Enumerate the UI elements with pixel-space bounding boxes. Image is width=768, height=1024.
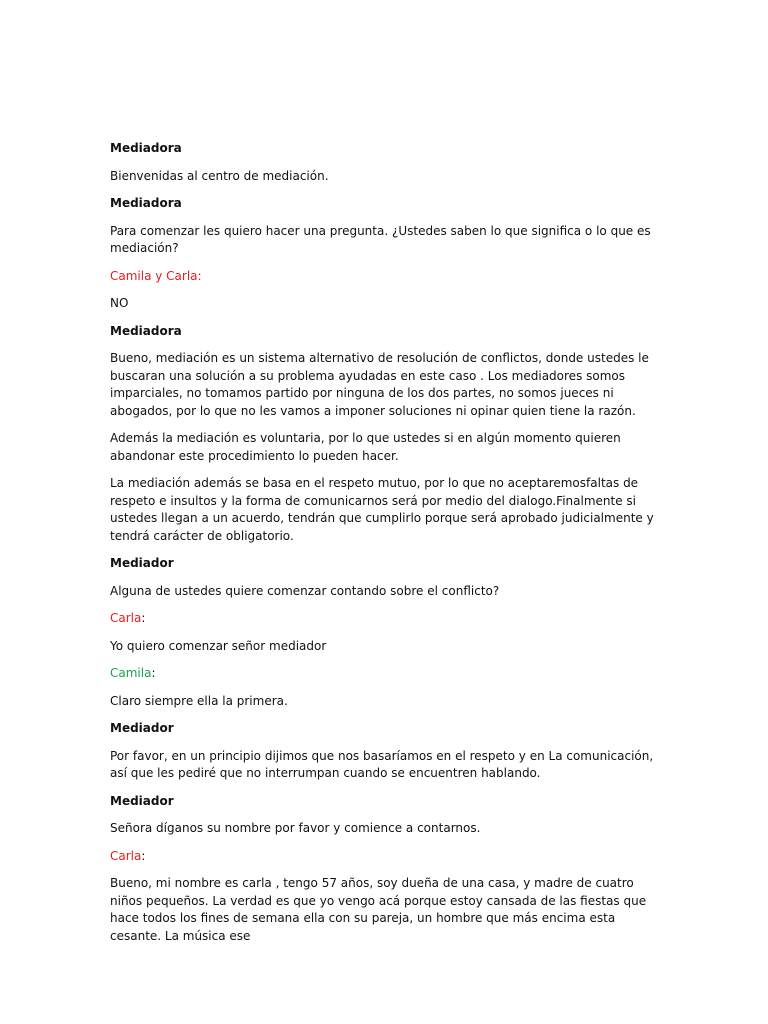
dialogue-text: Señora díganos su nombre por favor y comience a contarnos. <box>110 821 481 835</box>
dialogue-text: La mediación además se basa en el respeto mutuo, por lo que no aceptaremosfaltas de respeto e insultos y la forma de comunicarnos será por medio del dialogo.Finalmente si ustedes llegan a un acuerdo, tendrán que cumplirlo porque será aprobado judicialmente y tendrá carácter de obligatorio. <box>110 476 654 543</box>
dialogue-text: Bueno, mi nombre es carla , tengo 57 años, soy dueña de una casa, y madre de cuatro niños pequeños. La verdad es que yo vengo acá porque estoy cansada de las fiestas que hace todos los fines de semana ella con su pareja, un hombre que más encima esta cesante. La música ese <box>110 876 647 943</box>
dialogue-text: Por favor, en un principio dijimos que nos basaríamos en el respeto y en La comunicación, así que les pediré que no interrumpan cuando se encuentren hablando. <box>110 748 654 780</box>
speaker-label: Mediadora <box>110 141 182 155</box>
speaker-label: Mediador <box>110 556 174 570</box>
dialogue-text: NO <box>110 296 129 310</box>
dialogue-text: Bueno, mediación es un sistema alternativo de resolución de conflictos, donde ustedes le buscaran una solución a su problema ayudadas en este caso . Los mediadores somos imparciales, no tomamos partido por ninguna de los dos partes, no somos jueces ni abogados, por lo que no les vamos a imponer soluciones ni opinar quien tiene la razón. <box>110 351 649 418</box>
speaker-label: Mediadora <box>110 323 182 338</box>
speaker-label: Camila y Carla: <box>110 268 202 283</box>
dialogue-text: Para comenzar les quiero hacer una pregunta. ¿Ustedes saben lo que significa o lo que es mediación? <box>110 223 651 255</box>
speaker-colon: : <box>141 848 146 863</box>
dialogue-text: Además la mediación es voluntaria, por lo que ustedes si en algún momento quieren abandonar este procedimiento lo pueden hacer. <box>110 431 621 463</box>
dialogue-text: Yo quiero comenzar señor mediador <box>110 638 327 653</box>
dialogue-text: Alguna de ustedes quiere comenzar contando sobre el conflicto? <box>110 583 500 598</box>
speaker-line <box>110 665 662 683</box>
speaker-label: Mediador <box>110 721 174 735</box>
speaker-label: Carla <box>110 611 142 625</box>
dialogue-text: Bienvenidas al centro de mediación. <box>110 168 329 183</box>
speaker-line <box>110 610 662 628</box>
dialogue-text: Claro siempre ella la primera. <box>110 693 288 708</box>
speaker-colon: : <box>151 666 156 680</box>
speaker-label: Mediadora <box>110 196 182 210</box>
speaker-label: Camila <box>110 666 152 680</box>
speaker-label: Mediador <box>110 793 174 808</box>
speaker-label: Carla <box>110 848 142 863</box>
speaker-colon: : <box>141 611 146 625</box>
speaker-line <box>110 848 662 866</box>
document-page <box>110 140 662 955</box>
